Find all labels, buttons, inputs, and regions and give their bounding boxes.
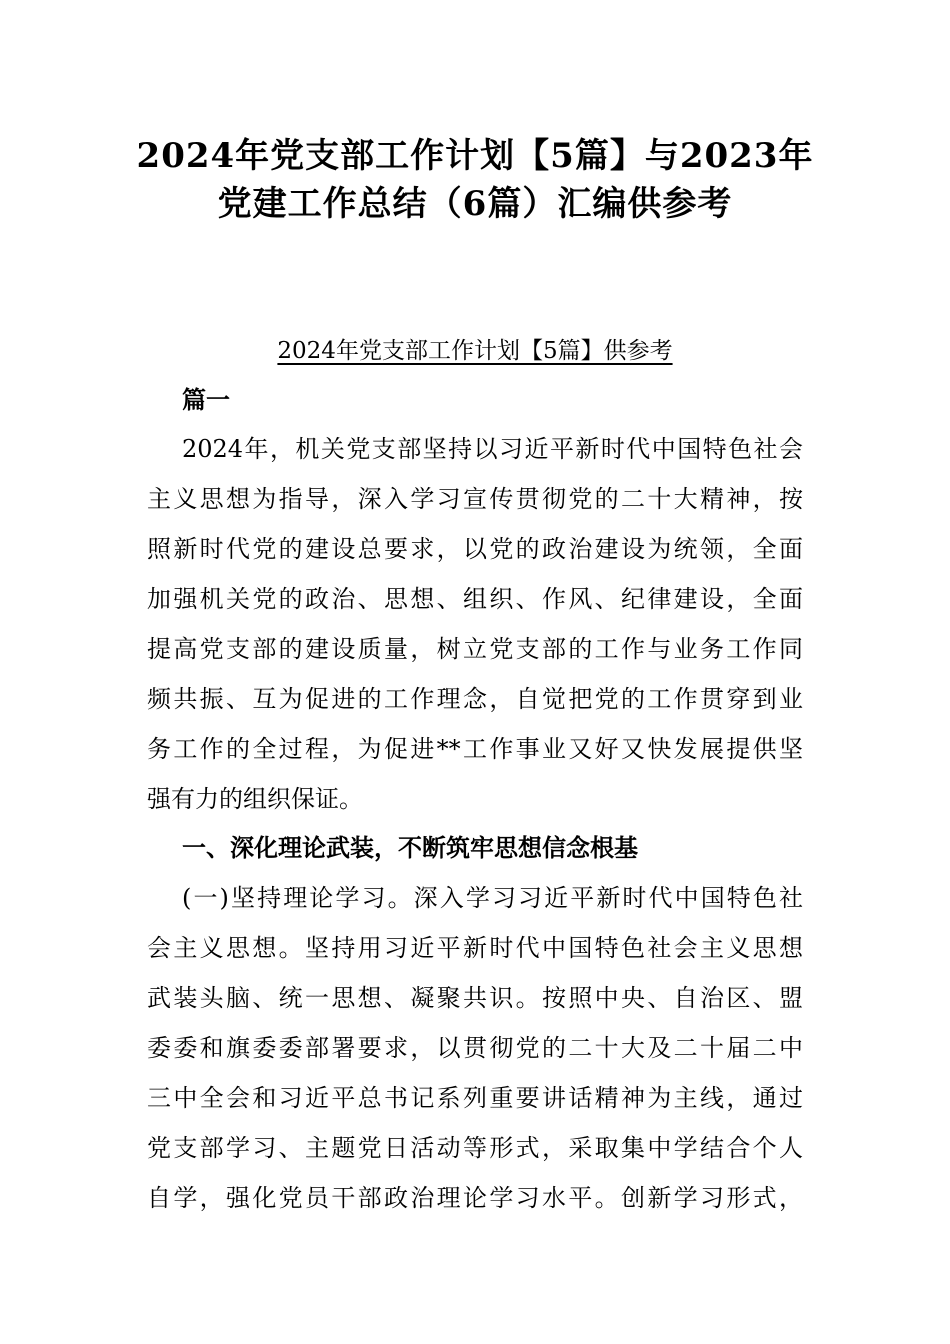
paragraph-line: 三中全会和习近平总书记系列重要讲话精神为主线，通过	[147, 1084, 803, 1112]
paragraph-line: (一)坚持理论学习。深入学习习近平新时代中国特色社	[182, 884, 803, 912]
paragraph-line: 委委和旗委委部署要求，以贯彻党的二十大及二十届二中	[147, 1034, 803, 1062]
section-heading: 一、深化理论武装，不断筑牢思想信念根基	[182, 833, 638, 862]
paragraph-line: 自学，强化党员干部政治理论学习水平。创新学习形式，	[147, 1184, 803, 1212]
document-title-line-2: 党建工作总结（6篇）汇编供参考	[217, 184, 733, 224]
paragraph-line: 提高党支部的建设质量，树立党支部的工作与业务工作同	[147, 635, 803, 663]
paragraph-line: 2024年，机关党支部坚持以习近平新时代中国特色社会	[182, 435, 803, 463]
part-label: 篇一	[182, 385, 230, 414]
paragraph-line: 党支部学习、主题党日活动等形式，采取集中学结合个人	[147, 1134, 803, 1162]
paragraph-line: 频共振、互为促进的工作理念，自觉把党的工作贯穿到业	[147, 685, 803, 713]
paragraph-line: 主义思想为指导，深入学习宣传贯彻党的二十大精神，按	[147, 485, 803, 513]
paragraph-line: 务工作的全过程，为促进**工作事业又好又快发展提供坚	[147, 735, 803, 763]
paragraph-line: 会主义思想。坚持用习近平新时代中国特色社会主义思想	[147, 934, 803, 962]
paragraph-line: 照新时代党的建设总要求，以党的政治建设为统领，全面	[147, 535, 803, 563]
paragraph-line: 武装头脑、统一思想、凝聚共识。按照中央、自治区、盟	[147, 984, 803, 1012]
section-title-text: 2024年党支部工作计划【5篇】供参考	[277, 338, 673, 364]
paragraph-line: 强有力的组织保证。	[147, 785, 363, 813]
paragraph-line: 加强机关党的政治、思想、组织、作风、纪律建设，全面	[147, 585, 803, 613]
document-title-line-1: 2024年党支部工作计划【5篇】与2023年	[136, 136, 814, 176]
section-title	[150, 333, 800, 369]
